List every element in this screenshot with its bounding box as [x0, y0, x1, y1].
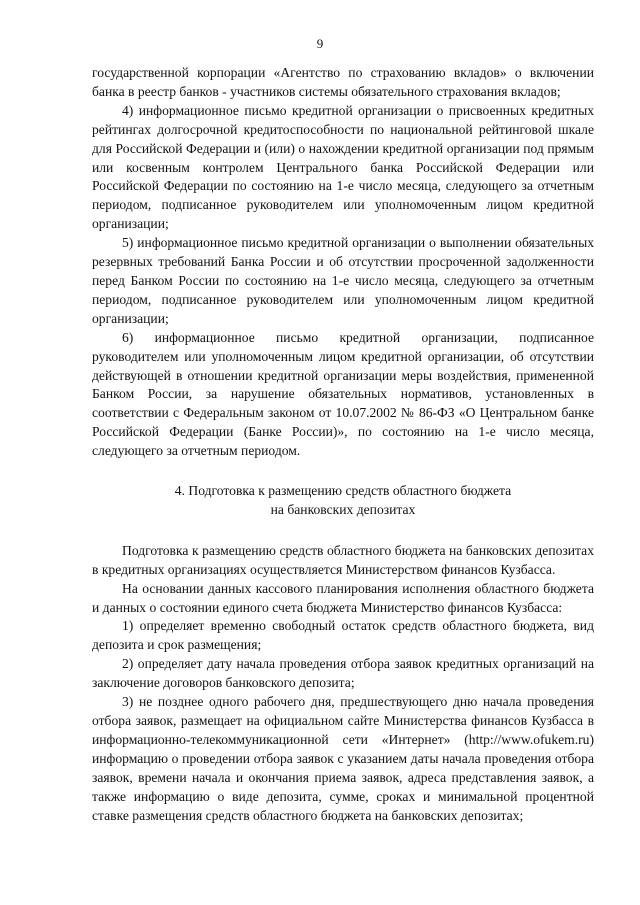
paragraph-step-1: 1) определяет временно свободный остаток средств областного бюджета, вид депозита и срок размещения; — [92, 618, 594, 653]
paragraph-item-6: 6) информационное письмо кредитной организации, подписанное руководителем или уполномоченным лицом кредитной организации, об отсутствии действующей в отношении кредитной организации меры воздействия, примененной Банком России, за нарушение обязательных нормативов, установленных в соответствии с Федеральным законом от 10.07.2002 № 86-ФЗ «О Центральном банке Российской Федерации (Банке России)», по состоянию на 1-е число месяца, следующего за отчетным периодом. — [92, 329, 594, 459]
paragraph-continuation: государственной корпорации «Агентство по страхованию вкладов» о включении банка в реестр банков - участников системы обязательного страхования вкладов; — [92, 65, 594, 99]
page-number: 9 — [316, 36, 324, 51]
paragraph-item-5: 5) информационное письмо кредитной организации о выполнении обязательных резервных требований Банка России и об отсутствии просроченной задолженности перед Банком России по состоянию на 1-е число месяца, следующего за отчетным периодом, подписанное руководителем или уполномоченным лицом кредитной организации; — [92, 235, 594, 326]
paragraph-item-4: 4) информационное письмо кредитной организации о присвоенных кредитных рейтингах долгосрочной кредитоспособности по национальной рейтинговой шкале для Российской Федерации и (или) о нахождении кредитной организации под прямым или косвенным контролем Центрального банка Российской Федерации или Российской Федерации по состоянию на 1-е число месяца, следующего за отчетным периодом, подписанное руководителем или уполномоченным лицом кредитной организации; — [92, 102, 594, 232]
paragraph-step-2: 2) определяет дату начала проведения отбора заявок кредитных организаций на заключение договоров банковского депозита; — [92, 656, 594, 691]
paragraph-intro: Подготовка к размещению средств областного бюджета на банковских депозитах в кредитных организациях осуществляется Министерством финансов Кузбасса. — [92, 542, 594, 577]
section-heading-line-1: 4. Подготовка к размещению средств областного бюджета — [174, 483, 512, 499]
paragraph-basis: На основании данных кассового планирования исполнения областного бюджета и данных о состоянии единого счета бюджета Министерство финансов Кузбасса: — [92, 580, 594, 615]
paragraph-step-3: 3) не позднее одного рабочего дня, предшествующего дню начала проведения отбора заявок, размещает на официальном сайте Министерства финансов Кузбасса в информационно-телекоммуникационной сети «Интернет» (http://www.ofukem.ru) информацию о проведении отбора заявок с указанием даты начала проведения отбора заявок, времени начала и окончания приема заявок, адреса представления заявок, а также информацию о виде депозита, сумме, сроках и минимальной процентной ставке размещения средств областного бюджета на банковских депозитах; — [92, 694, 594, 823]
section-heading — [92, 482, 594, 520]
document-body — [92, 64, 594, 825]
section-heading-line-2: на банковских депозитах — [270, 501, 416, 517]
